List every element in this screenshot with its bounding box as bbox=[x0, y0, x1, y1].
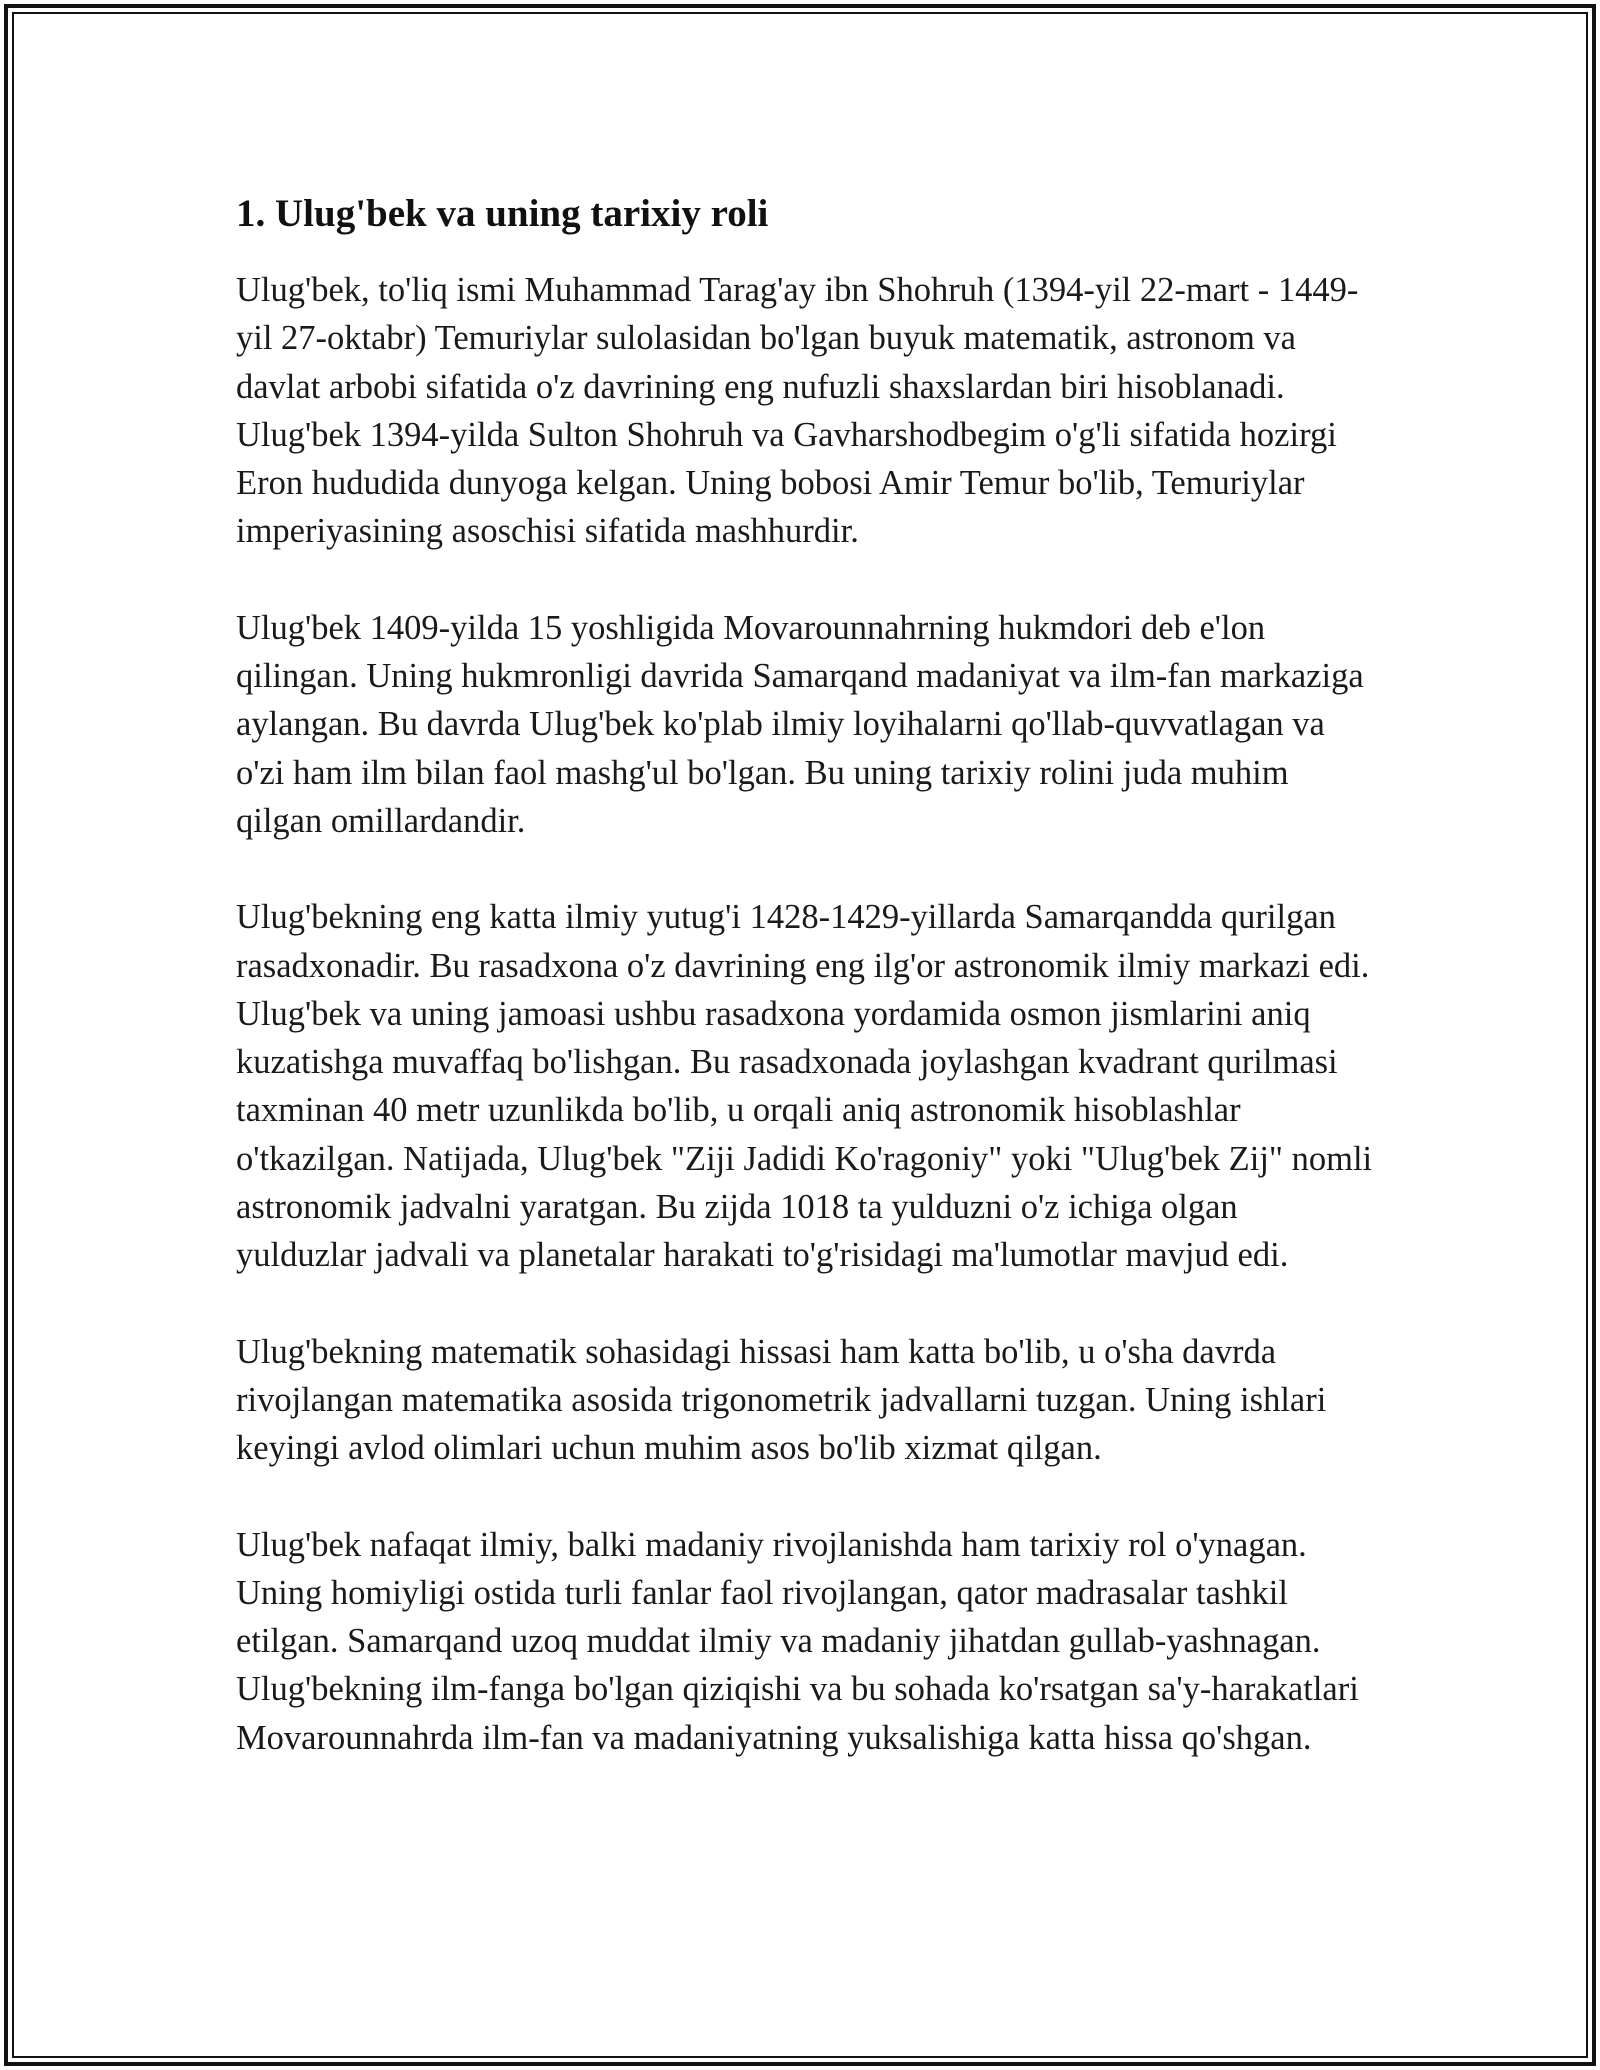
paragraph-observatory: Ulug'bekning eng katta ilmiy yutug'i 1428-1429-yillarda Samarqandda qurilgan rasadxonadir. Bu rasadxona o'z davrining eng ilg'or astronomik ilmiy markazi edi. Ulug'bek va uning jamoasi ushbu rasadxona yordamida osmon jismlarini aniq kuzatishga muvaffaq bo'lishgan. Bu rasadxonada joylashgan kvadrant qurilmasi taxminan 40 metr uzunlikda bo'lib, u orqali aniq astronomik hisoblashlar o'tkazilgan. Natijada, Ulug'bek "Ziji Jadidi Ko'ragoniy" yoki "Ulug'bek Zij" nomli astronomik jadvalni yaratgan. Bu zijda 1018 ta yulduzni o'z ichiga olgan yulduzlar jadvali va planetalar harakati to'g'risidagi ma'lumotlar mavjud edi. bbox=[236, 898, 1373, 1275]
paragraph-mathematics: Ulug'bekning matematik sohasidagi hissasi ham katta bo'lib, u o'sha davrda rivojlangan matematika asosida trigonometrik jadvallarni tuzgan. Uning ishlari keyingi avlod olimlari uchun muhim asos bo'lib xizmat qilgan. bbox=[236, 1332, 1327, 1468]
paragraph-rule: Ulug'bek 1409-yilda 15 yoshligida Movarounnahrning hukmdori deb e'lon qilingan. Uning hukmronligi davrida Samarqand madaniyat va ilm-fan markaziga aylangan. Bu davrda Ulug'bek ko'plab ilmiy loyihalarni qo'llab-quvvatlagan va o'zi ham ilm bilan faol mashg'ul bo'lgan. Bu uning tarixiy rolini juda muhim qilgan omillardandir. bbox=[236, 608, 1364, 840]
paragraph-biography: Ulug'bek, to'liq ismi Muhammad Tarag'ay ibn Shohruh (1394-yil 22-mart - 1449-yil 27-oktabr) Temuriylar sulolasidan bo'lgan buyuk matematik, astronom va davlat arbobi sifatida o'z davrining eng nufuzli shaxslardan biri hisoblanadi. Ulug'bek 1394-yilda Sulton Shohruh va Gavharshodbegim o'g'li sifatida hozirgi Eron hududida dunyoga kelgan. Uning bobosi Amir Temur bo'lib, Temuriylar imperiyasining asoschisi sifatida mashhurdir. bbox=[236, 271, 1359, 551]
section-heading: 1. Ulug'bek va uning tarixiy roli bbox=[236, 192, 769, 235]
document-body bbox=[236, 186, 1376, 1810]
paragraph-culture: Ulug'bek nafaqat ilmiy, balki madaniy rivojlanishda ham tarixiy rol o'ynagan. Uning homiyligi ostida turli fanlar faol rivojlangan, qator madrasalar tashkil etilgan. Samarqand uzoq muddat ilmiy va madaniy jihatdan gullab-yashnagan. Ulug'bekning ilm-fanga bo'lgan qiziqishi va bu sohada ko'rsatgan sa'y-harakatlari Movarounnahrda ilm-fan va madaniyatning yuksalishiga katta hissa qo'shgan. bbox=[236, 1525, 1359, 1757]
